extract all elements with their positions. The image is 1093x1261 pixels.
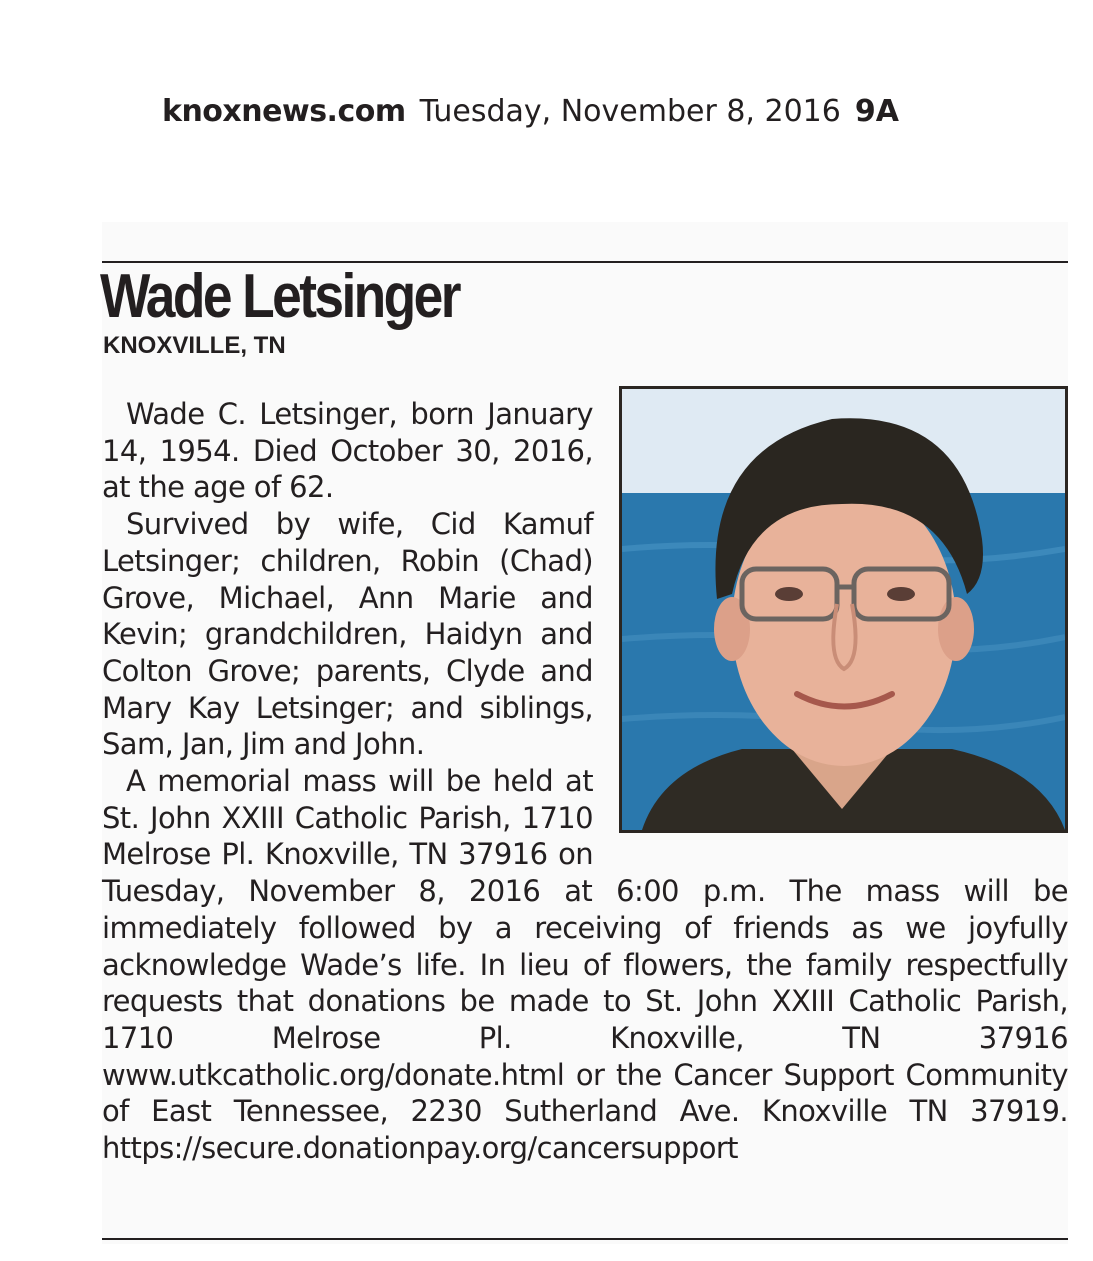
masthead (162, 92, 899, 132)
portrait-photo (619, 386, 1068, 833)
site-name: knoxnews.com (162, 94, 406, 129)
obituary-body (102, 396, 1068, 1167)
obituary-location: KNOXVILLE, TN (103, 332, 286, 359)
obituary-name: Wade Letsinger (100, 262, 459, 331)
obituary-paragraph: Wade C. Letsinger, born January 14, 1954. Died October 30, 2016, at the age of 62. (102, 397, 593, 505)
portrait-illustration (622, 389, 1065, 830)
page-number: 9A (854, 94, 899, 129)
obituary-paragraph: Survived by wife, Cid Kamuf Letsinger; children, Robin (Chad) Grove, Michael, Ann Marie and Kevin; grandchildren, Haidyn and Colton Grove; parents, Clyde and Mary Kay Letsinger; and siblings, Sam, Jan, Jim and John. (102, 507, 593, 762)
bottom-rule (102, 1238, 1068, 1240)
obituary-paragraph: A memorial mass will be held at St. John XXIII Catholic Parish, 1710 Melrose Pl. Knoxville, TN 37916 on Tuesday, November 8, 2016 at 6:00 p.m. The mass will be immediately followed by a receiving of friends as we joyfully acknowledge Wade’s life. In lieu of flowers, the family respectfully requests that donations be made to St. John XXIII Catholic Parish, 1710 Melrose Pl. Knoxville, TN 37916 www.utkcatholic.org/donate.html or the Cancer Support Community of East Tennessee, 2230 Sutherland Ave. Knoxville TN 37919. https://secure.donationpay.org/cancersupport (102, 764, 1068, 1166)
issue-date: Tuesday, November 8, 2016 (419, 94, 841, 129)
